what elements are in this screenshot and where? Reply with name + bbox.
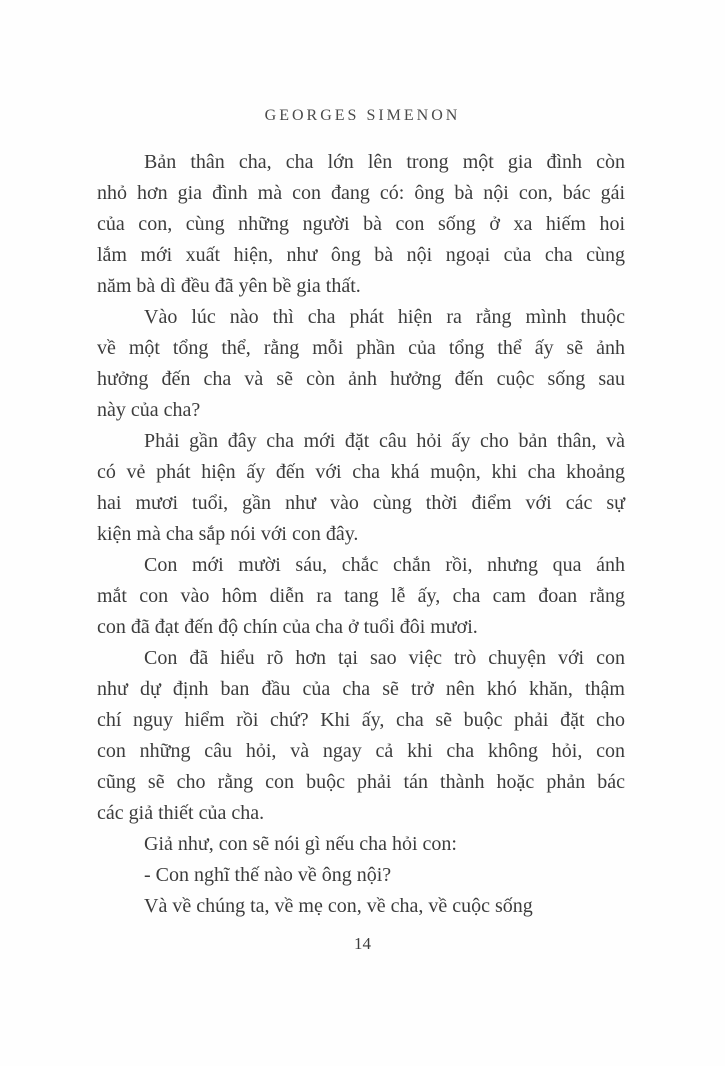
body-line: con đã đạt đến độ chín của cha ở tuổi đôi mươi. <box>97 616 478 638</box>
body-line: - Con nghĩ thế nào về ông nội? <box>144 864 392 886</box>
body-line: chí nguy hiểm rồi chứ? Khi ấy, cha sẽ buộc phải đặt cho <box>97 709 625 731</box>
paragraph <box>97 147 625 302</box>
body-text <box>97 147 625 922</box>
body-line: của con, cùng những người bà con sống ở xa hiếm hoi <box>97 213 625 235</box>
body-line: Giả như, con sẽ nói gì nếu cha hỏi con: <box>144 833 457 855</box>
body-line: Con mới mười sáu, chắc chắn rồi, nhưng qua ánh <box>144 554 625 576</box>
body-line: về một tổng thể, rằng mỗi phần của tổng thể ấy sẽ ảnh <box>97 337 625 359</box>
body-line: con những câu hỏi, và ngay cả khi cha không hỏi, con <box>97 740 625 762</box>
paragraph <box>97 891 625 922</box>
running-header: GEORGES SIMENON <box>264 107 461 124</box>
paragraph <box>97 643 625 829</box>
paragraph <box>97 829 625 860</box>
body-line: Con đã hiểu rõ hơn tại sao việc trò chuyện với con <box>144 647 625 669</box>
paragraph <box>97 426 625 550</box>
body-line: Bản thân cha, cha lớn lên trong một gia đình còn <box>144 151 625 173</box>
paragraph <box>97 302 625 426</box>
body-line: Phải gần đây cha mới đặt câu hỏi ấy cho bản thân, và <box>144 430 625 452</box>
body-line: Vào lúc nào thì cha phát hiện ra rằng mình thuộc <box>144 306 625 328</box>
paragraph <box>97 550 625 643</box>
body-line: cũng sẽ cho rằng con buộc phải tán thành hoặc phản bác <box>97 771 625 793</box>
body-line: hai mươi tuổi, gần như vào cùng thời điểm với các sự <box>97 492 625 514</box>
body-line: có vẻ phát hiện ấy đến với cha khá muộn, khi cha khoảng <box>97 461 625 483</box>
body-line: hưởng đến cha và sẽ còn ảnh hưởng đến cuộc sống sau <box>97 368 625 390</box>
page-number: 14 <box>354 934 371 953</box>
body-line: các giả thiết của cha. <box>97 802 265 824</box>
body-line: kiện mà cha sắp nói với con đây. <box>97 523 359 545</box>
body-line: Và về chúng ta, về mẹ con, về cha, về cuộc sống <box>144 895 533 917</box>
body-line: lắm mới xuất hiện, như ông bà nội ngoại của cha cùng <box>97 244 625 266</box>
body-line: mắt con vào hôm diễn ra tang lễ ấy, cha cam đoan rằng <box>97 585 625 607</box>
body-line: này của cha? <box>97 399 201 421</box>
body-line: nhỏ hơn gia đình mà con đang có: ông bà nội con, bác gái <box>97 182 625 204</box>
body-line: như dự định ban đầu của cha sẽ trở nên khó khăn, thậm <box>97 678 625 700</box>
body-line: năm bà dì đều đã yên bề gia thất. <box>97 275 361 297</box>
paragraph-dialogue <box>97 860 625 891</box>
